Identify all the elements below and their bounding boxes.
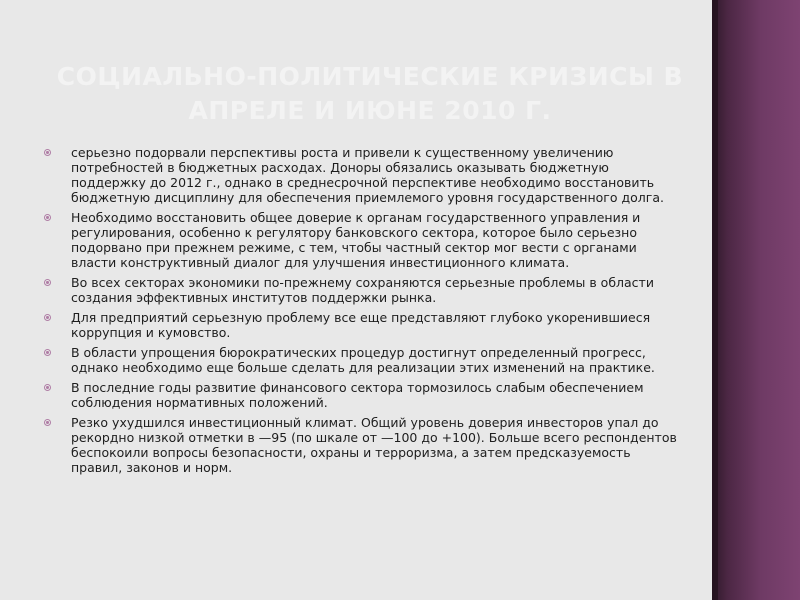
list-item: [44, 380, 684, 410]
list-item: [44, 310, 684, 340]
circle-bullet-icon: [44, 279, 51, 286]
bullet-text: В области упрощения бюрократических процедур достигнут определенный прогресс, однако необходимо еще больше сделать для реализации этих изменений на практике.: [71, 345, 655, 375]
list-item: [44, 415, 684, 475]
circle-bullet-icon: [44, 149, 51, 156]
circle-bullet-icon: [44, 214, 51, 221]
slide-title: СОЦИАЛЬНО-ПОЛИТИЧЕСКИЕ КРИЗИСЫ В АПРЕЛЕ И ИЮНЕ 2010 Г.: [56, 62, 684, 125]
side-band-edge: [712, 0, 718, 600]
bullet-text: Необходимо восстановить общее доверие к органам государственного управления и регулирования, особенно к регулятору банковского сектора, которое было серьезно подорвано при прежнем режиме, с тем, чтобы частный сектор мог вести с органами власти конструктивный диалог для улучшения инвестиционного климата.: [71, 210, 641, 270]
list-item: [44, 345, 684, 375]
list-item: [44, 210, 684, 270]
decorative-side-band: [712, 0, 800, 600]
list-item: [44, 145, 684, 205]
circle-bullet-icon: [44, 419, 51, 426]
bullet-text: Резко ухудшился инвестиционный климат. Общий уровень доверия инвесторов упал до рекордно низкой отметки в —95 (по шкале от —100 до +100). Больше всего респондентов беспокоили вопросы безопасности, охраны и терроризма, а затем предсказуемость правил, законов и норм.: [71, 415, 677, 475]
circle-bullet-icon: [44, 384, 51, 391]
circle-bullet-icon: [44, 349, 51, 356]
bullet-text: серьезно подорвали перспективы роста и привели к существенному увеличению потребностей в бюджетных расходах. Доноры обязались оказывать бюджетную поддержку до 2012 г., однако в среднесрочной перспективе необходимо восстановить бюджетную дисциплину для обеспечения приемлемого уровня государственного долга.: [71, 145, 664, 205]
bullet-list: [44, 145, 684, 480]
bullet-text: Во всех секторах экономики по-прежнему сохраняются серьезные проблемы в области создания эффективных институтов поддержки рынка.: [71, 275, 654, 305]
list-item: [44, 275, 684, 305]
bullet-text: В последние годы развитие финансового сектора тормозилось слабым обеспечением соблюдения нормативных положений.: [71, 380, 644, 410]
circle-bullet-icon: [44, 314, 51, 321]
bullet-text: Для предприятий серьезную проблему все еще представляют глубоко укоренившиеся коррупция и кумовство.: [71, 310, 651, 340]
